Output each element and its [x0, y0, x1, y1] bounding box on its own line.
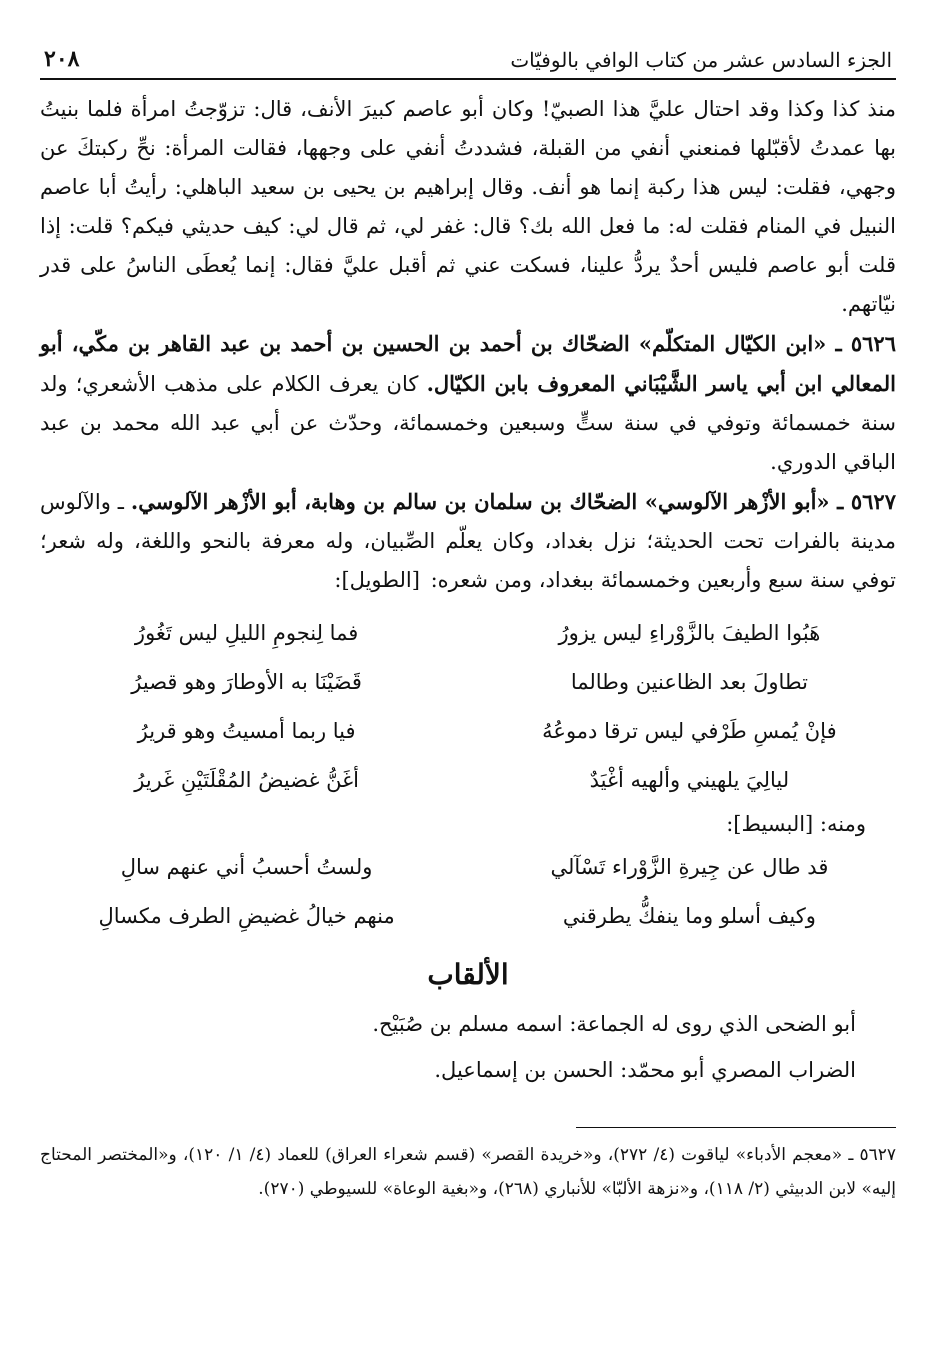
entry-5626 [40, 324, 896, 482]
first-hemistich: هَبُوا الطيفَ بالزَّوْراءِ ليس يزورُ [558, 620, 821, 645]
verse-row [58, 842, 878, 891]
section-title-alqab: الألقاب [427, 958, 509, 991]
entry-5627-body: ـ والآلوس مدينة بالفرات تحت الحديثة؛ نزل بغداد، وكان يعلّم الصِّبيان، وله معرفة بالنحو واللغة، وله شعر؛ توفي سنة سبع وأربعين وخمسمائة ببغداد، ومن شعره: [40, 490, 896, 592]
poem-tawil [58, 608, 878, 804]
running-header [40, 40, 896, 80]
alqab-item: الضراب المصري أبو محمّد: الحسن بن إسماعيل. [434, 1058, 856, 1082]
verse-row [58, 891, 878, 940]
second-hemistich: فيا ربما أمسيتُ وهو قريرُ [137, 718, 356, 743]
second-hemistich: ولستُ أحسبُ أني عنهم سالِ [120, 854, 373, 879]
alqab-item: أبو الضحى الذي روى له الجماعة: اسمه مسلم بن صُبَيْح. [372, 1012, 856, 1036]
second-hemistich: قَضَيْنَا به الأوطارَ وهو قصيرُ [131, 669, 362, 694]
footnote-divider [576, 1127, 896, 1128]
second-hemistich: أغَنُّ غضيضُ المُقْلَتَيْنِ غَريرُ [134, 767, 359, 792]
poem-basit [58, 842, 878, 940]
second-hemistich: فما لِنجومِ الليلِ ليس تَغُورُ [134, 620, 359, 645]
first-hemistich: تطاولَ بعد الظاعنين وطالما [570, 669, 808, 694]
first-hemistich: ليالِيَ يلهيني وألهيه أغْيَدٌ [589, 767, 790, 792]
entry-5626-body: كان يعرف الكلام على مذهب الأشعري؛ ولد سنة خمسمائة وتوفي في سنة ستٍّ وسبعين وخمسمائة، وحدّث عن أبي عبد الله محمد بن عبد الباقي الدوري. [40, 372, 896, 474]
book-page [40, 40, 896, 1340]
footnote: ٥٦٢٧ ـ «معجم الأدباء» لياقوت (٤/ ٢٧٢)، و«خريدة القصر» (قسم شعراء العراق) للعماد (٤/ ١/ ١٢٠)، و«المختصر المحتاج إليه» لابن الدبيثي (٢/ ١١٨)، و«نزهة الألبّا» للأنباري (٢٦٨)، و«بغية الوعاة» للسيوطي (٢٧٠). [40, 1145, 897, 1199]
entry-5627 [40, 482, 896, 600]
first-hemistich: وكيف أسلو وما ينفكُّ يطرقني [562, 903, 816, 928]
second-hemistich: منهم خيالُ غضيضِ الطرف مكسالِ [98, 903, 395, 928]
intro-paragraph: منذ كذا وكذا وقد احتال عليَّ هذا الصبيّ! وكان أبو عاصم كبيرَ الأنف، قال: تزوّجتُ امرأة فلما بنيتُ بها عمدتُ لأقبّلها فمنعني أنفي من القبلة، فشددتُ أنفي على وجهها، فقالت المرأة: نحِّ ركبتكَ عن وجهي، فقلت: ليس هذا ركبة إنما هو أنف. وقال إبراهيم بن يحيى بن سعيد الباهلي: رأيتُ أبا عاصم النبيل في المنام فقلت له: ما فعل الله بك؟ قال: غفر لي، ثم قال لي: كيف حديثي فيكم؟ قلت: إذا قلت أبو عاصم فليس أحدٌ يردُّ علينا، فسكت عني ثم أقبل عليَّ فقال: إنما يُعطَى الناسُ على قدر نيّاتهم. [40, 97, 896, 316]
verse-row [58, 657, 878, 706]
main-text [40, 90, 896, 600]
alqab-list [40, 1001, 896, 1093]
verse-row [58, 608, 878, 657]
verse-row [58, 706, 878, 755]
meter-label-basit: ومنه: [البسيط]: [726, 812, 866, 836]
first-hemistich: قد طال عن جِيرةِ الزَّوْراء تَسْآلي [550, 854, 829, 879]
page-number: ٢٠٨ [44, 46, 80, 72]
header-title: الجزء السادس عشر من كتاب الوافي بالوفيّات [510, 48, 892, 72]
entry-5627-head: ٥٦٢٧ ـ «أبو الأزْهر الآلوسي» الضحّاك بن سلمان بن سالم بن وهابة، أبو الأزْهر الآلوسي. [130, 489, 896, 514]
meter-label-tawil: [الطويل]: [334, 568, 420, 592]
first-hemistich: فإنْ يُمسِ طَرْفي ليس ترقا دموعُهُ [542, 718, 837, 743]
verse-row [58, 755, 878, 804]
entry-5626-head: ٥٦٢٦ ـ «ابن الكيّال المتكلّم» الضحّاك بن أحمد بن الحسين بن أحمد بن عبد القاهر بن مكّي، أبو المعالي ابن أبي ياسر الشَّيْبَاني المعروف بابن الكيّال. [40, 331, 896, 396]
